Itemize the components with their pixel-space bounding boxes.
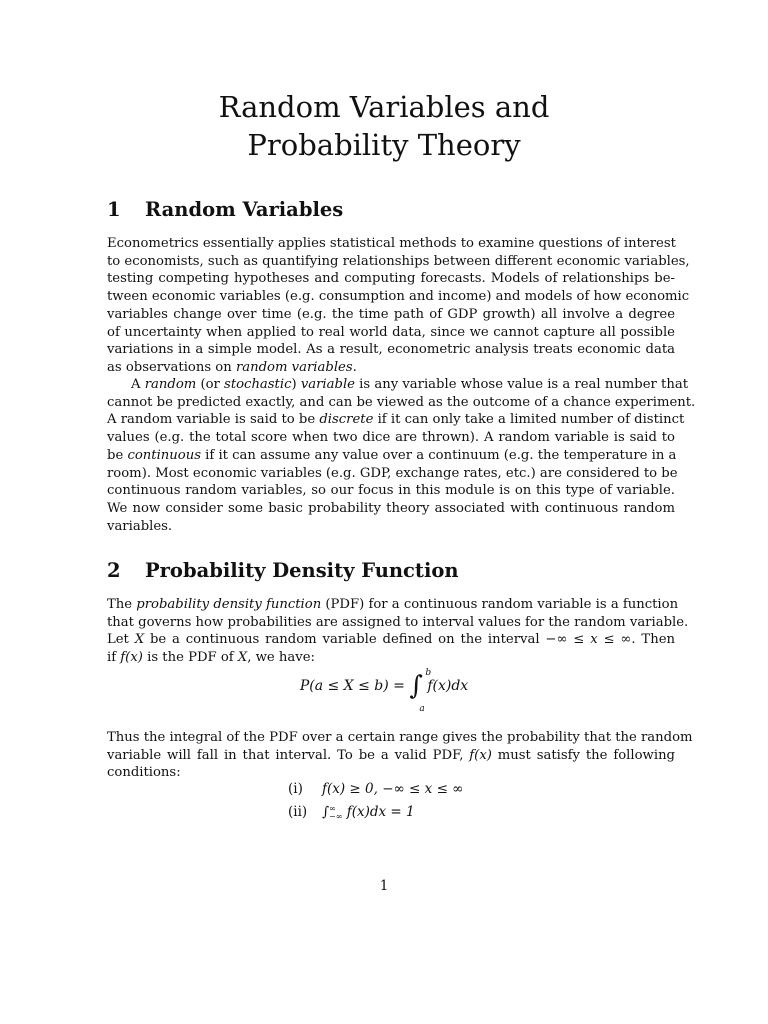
pdf-probability-equation [0,668,768,714]
integral-symbol: ∫ [322,804,330,820]
paragraph-line: of uncertainty when applied to real world data, since we cannot capture all possible [107,324,675,340]
text-run: . [352,359,357,375]
text-run: variable will fall in that interval. To be a valid PDF, [107,747,470,763]
text-run: . Then [631,632,676,648]
text-run: (or [196,377,225,392]
paragraph-line: Thus the integral of the PDF over a certain range gives the probability that the random [107,730,693,745]
text-run: be [107,447,128,463]
paragraph-line [107,649,675,667]
title-line-2: Probability Theory [247,128,521,162]
page-number: 1 [379,878,389,894]
paragraph-line: room). Most economic variables (e.g. GDP, exchange rates, etc.) are considered to be [107,465,678,481]
section-2-heading [107,559,459,583]
integral-upper-limit: ∞ [329,803,336,813]
paragraph-line [107,747,675,765]
pdf-conditions-list [288,778,463,824]
section-1-number: 1 [107,198,121,221]
paragraph-line [107,376,689,394]
paragraph-line: values (e.g. the total score when two dice are thrown). A random variable is said to [107,430,675,446]
text-run: be a continuous random variable defined on the interval [144,632,546,648]
paragraph-line: continuous random variables, so our focus in this module is on this type of variable. [107,483,675,499]
integral-lower-limit: a [419,704,425,714]
text-run: ) [291,377,301,392]
emphasis-term: probability density function [136,597,322,612]
equation-integrand: f(x)dx [427,678,469,694]
paragraph-line [107,411,685,429]
paragraph-line [107,359,675,377]
paragraph-line: variations in a simple model. As a result, econometric analysis treats economic data [107,342,675,358]
math-variable: X [237,650,248,666]
integral-lower-limit: −∞ [329,811,343,821]
section-2-paragraph-2 [107,729,693,782]
text-run: , we have: [247,650,315,666]
paragraph-line: tween economic variables (e.g. consumption and income) and models of how economic [107,289,690,305]
condition-expression: f(x) ≥ 0, −∞ ≤ x ≤ ∞ [322,781,464,797]
emphasis-term: continuous [127,447,201,463]
emphasis-term: random [144,377,197,392]
text-run: (PDF) for a continuous random variable is a function [321,597,679,612]
emphasis-term: random variables [235,359,353,375]
text-run: A random variable is said to be [107,412,320,428]
paragraph-line [107,596,679,614]
equation-lhs: P(a ≤ X ≤ b) = [299,678,405,694]
section-1-heading [107,198,343,222]
math-expression: −∞ ≤ x ≤ ∞ [545,632,632,648]
integral-sign [409,668,432,714]
paragraph-line: testing competing hypotheses and computing forecasts. Models of relationships be- [107,271,675,287]
section-2-number: 2 [107,559,121,582]
paragraph-line [107,631,675,649]
text-run: Let [107,632,135,648]
paragraph-line: We now consider some basic probability theory associated with continuous random [107,500,675,516]
text-run: if [107,650,121,666]
paragraph-line [107,447,675,465]
paragraph-line: variables change over time (e.g. the time path of GDP growth) all involve a degree [107,306,675,322]
emphasis-term: discrete [319,412,374,428]
math-expression: f(x) [120,650,143,666]
text-run: A [131,377,145,392]
text-run: must satisfy the following [491,747,676,763]
title-line-1: Random Variables and [218,90,550,124]
condition-expression: f(x)dx = 1 [342,804,415,820]
text-run: if it can only take a limited number of distinct [373,412,685,428]
section-1-title: Random Variables [145,198,344,221]
text-run: The [107,597,137,612]
condition-label: (i) [288,781,303,797]
section-2-title: Probability Density Function [145,559,459,582]
paragraph-line: to economists, such as quantifying relationships between different economic variables, [107,253,690,269]
math-expression: f(x) [469,747,492,763]
text-run: as observations on [107,359,236,375]
section-1-paragraph-2 [107,376,696,535]
paragraph-line: Econometrics essentially applies statistical methods to examine questions of interest [107,236,676,251]
document-title [0,88,768,164]
text-run: if it can assume any value over a continuum (e.g. the temperature in a [200,447,677,463]
emphasis-term: stochastic [224,377,292,392]
math-variable: X [134,632,145,648]
integral-upper-limit: b [425,668,432,678]
integral-symbol: ∫ [409,671,423,701]
paragraph-line: that governs how probabilities are assigned to interval values for the random variable. [107,614,689,630]
condition-label: (ii) [288,804,308,820]
text-run: is the PDF of [142,650,238,666]
condition-ii [288,801,463,824]
paragraph-line: cannot be predicted exactly, and can be viewed as the outcome of a chance experiment. [107,394,696,410]
section-1-paragraph-1 [107,235,690,377]
text-run: is any variable whose value is a real number that [354,377,689,392]
condition-i [288,778,463,801]
paragraph-line: variables. [107,518,173,534]
emphasis-term: variable [300,377,355,392]
paragraph-line: conditions: [107,765,181,781]
integral-limits [329,805,342,821]
section-2-paragraph-1 [107,596,689,667]
